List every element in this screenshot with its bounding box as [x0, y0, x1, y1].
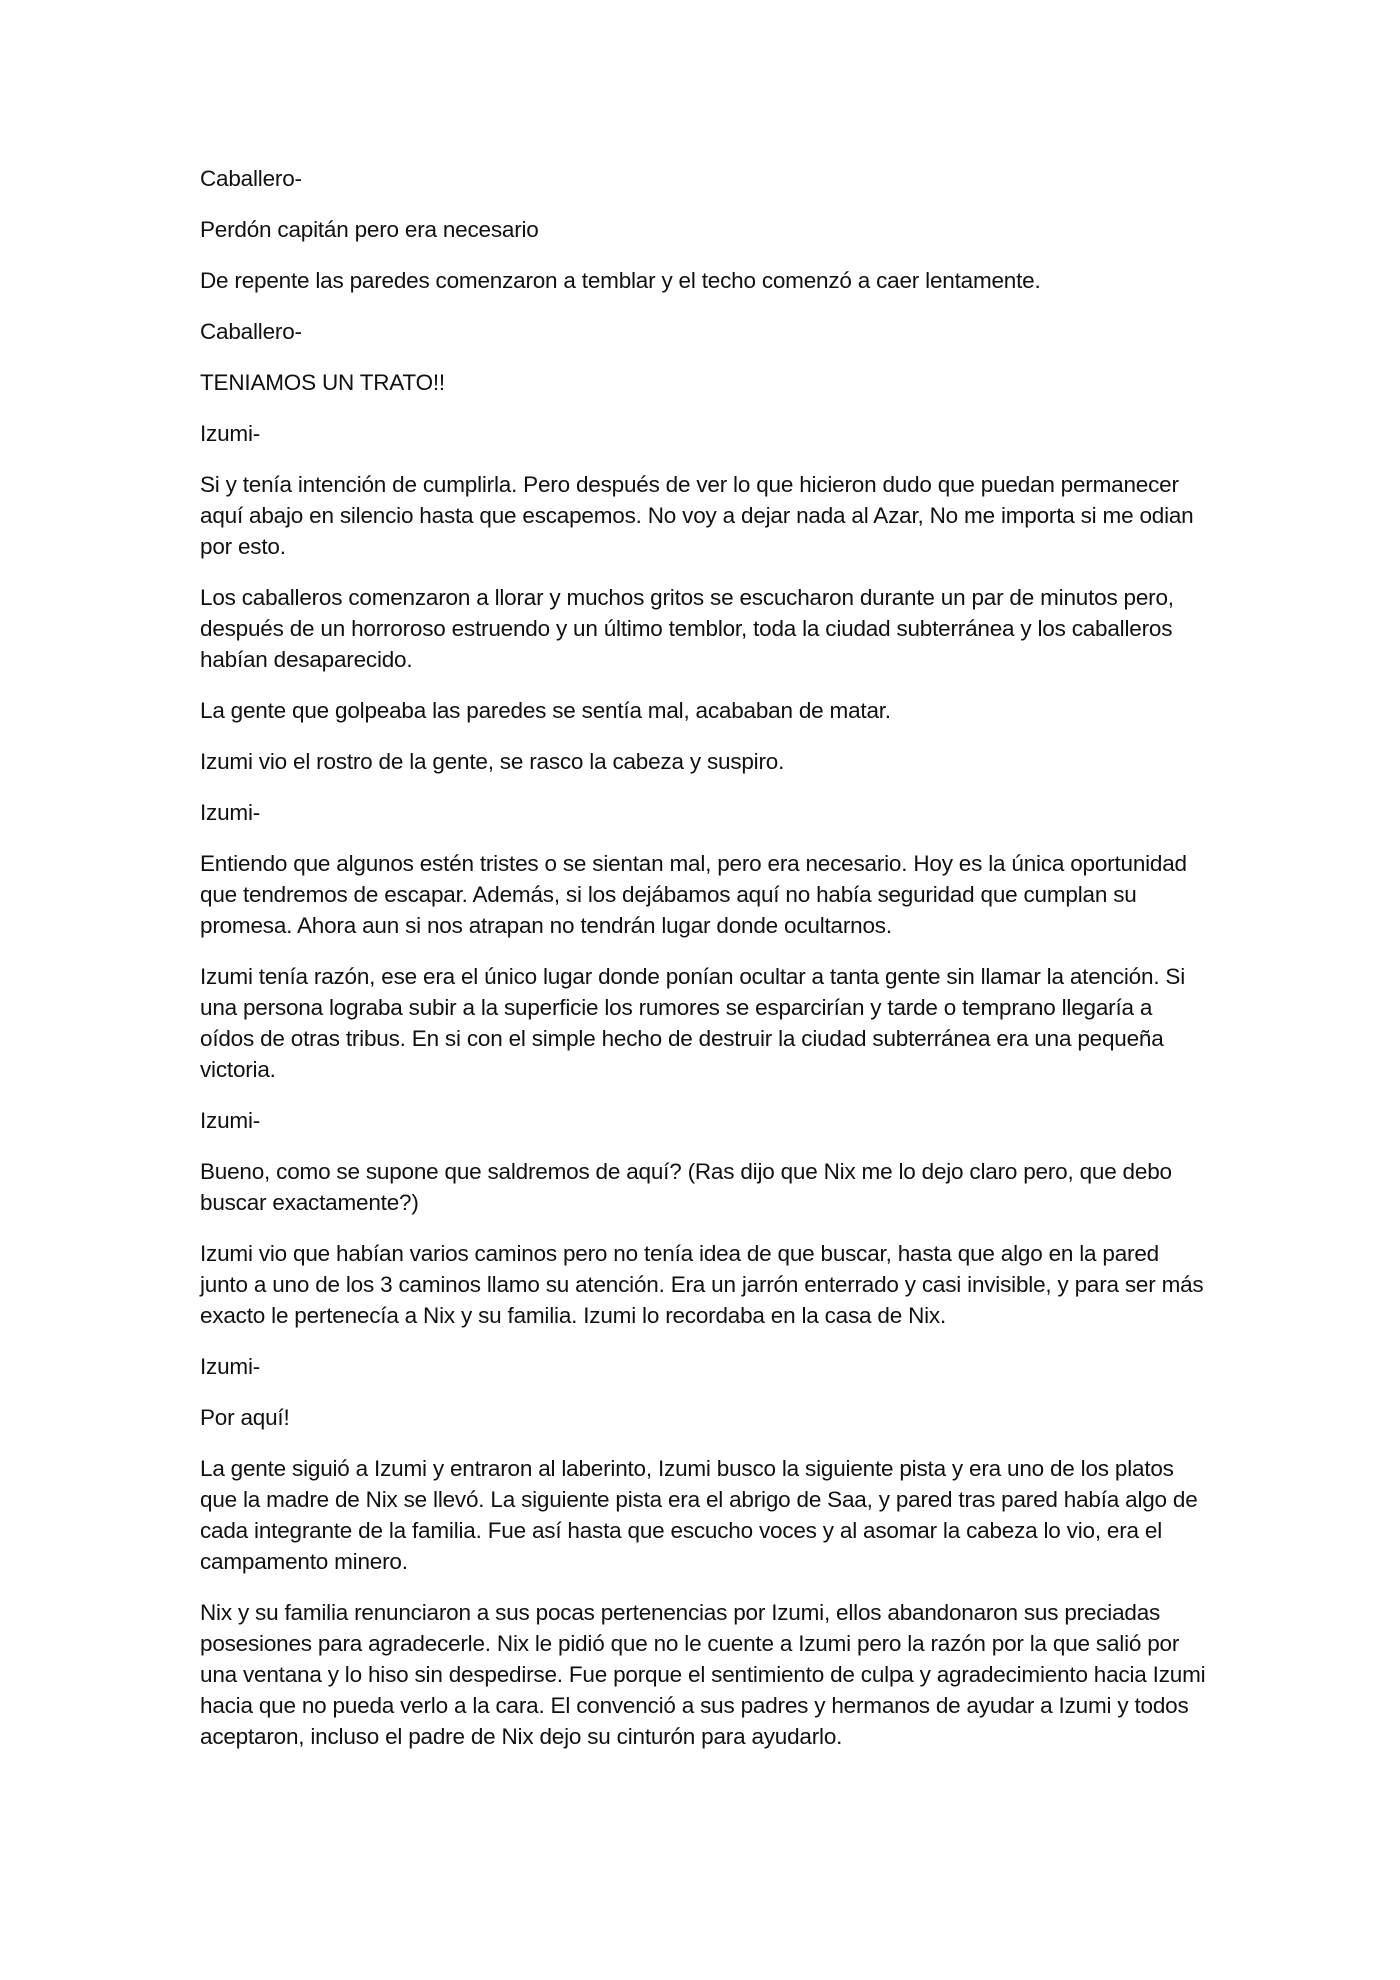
paragraph: Izumi-: [200, 1108, 261, 1133]
paragraph: Caballero-: [200, 319, 302, 344]
paragraph: Los caballeros comenzaron a llorar y muchos gritos se escucharon durante un par de minutos pero, después de un horroroso estruendo y un último temblor, toda la ciudad subterránea y los caballeros habían desaparecido.: [200, 585, 1174, 672]
paragraph: Bueno, como se supone que saldremos de aquí? (Ras dijo que Nix me lo dejo claro pero, que debo buscar exactamente?): [200, 1159, 1172, 1215]
paragraph: Izumi tenía razón, ese era el único lugar donde ponían ocultar a tanta gente sin llamar la atención. Si una persona lograba subir a la superficie los rumores se esparcirían y tarde o temprano llegaría a oídos de otras tribus. En si con el simple hecho de destruir la ciudad subterránea era una pequeña victoria.: [200, 964, 1186, 1082]
document-body: [200, 163, 1210, 1772]
paragraph: Caballero-: [200, 166, 302, 191]
paragraph: La gente siguió a Izumi y entraron al laberinto, Izumi busco la siguiente pista y era uno de los platos que la madre de Nix se llevó. La siguiente pista era el abrigo de Saa, y pared tras pared había algo de cada integrante de la familia. Fue así hasta que escucho voces y al asomar la cabeza lo vio, era el campamento minero.: [200, 1456, 1198, 1574]
paragraph: Nix y su familia renunciaron a sus pocas pertenencias por Izumi, ellos abandonaron sus preciadas posesiones para agradecerle. Nix le pidió que no le cuente a Izumi pero la razón por la que salió por una ventana y lo hiso sin despedirse. Fue porque el sentimiento de culpa y agradecimiento hacia Izumi hacia que no pueda verlo a la cara. El convenció a sus padres y hermanos de ayudar a Izumi y todos aceptaron, incluso el padre de Nix dejo su cinturón para ayudarlo.: [200, 1600, 1206, 1749]
paragraph: Izumi vio que habían varios caminos pero no tenía idea de que buscar, hasta que algo en la pared junto a uno de los 3 caminos llamo su atención. Era un jarrón enterrado y casi invisible, y para ser más exacto le pertenecía a Nix y su familia. Izumi lo recordaba en la casa de Nix.: [200, 1241, 1204, 1328]
paragraph: Izumi-: [200, 1354, 261, 1379]
paragraph: La gente que golpeaba las paredes se sentía mal, acababan de matar.: [200, 698, 891, 723]
paragraph: Por aquí!: [200, 1405, 290, 1430]
paragraph: Entiendo que algunos estén tristes o se sientan mal, pero era necesario. Hoy es la única oportunidad que tendremos de escapar. Además, si los dejábamos aquí no había seguridad que cumplan su promesa. Ahora aun si nos atrapan no tendrán lugar donde ocultarnos.: [200, 851, 1187, 938]
paragraph: Si y tenía intención de cumplirla. Pero después de ver lo que hicieron dudo que puedan permanecer aquí abajo en silencio hasta que escapemos. No voy a dejar nada al Azar, No me importa si me odian por esto.: [200, 472, 1194, 559]
paragraph: Izumi-: [200, 421, 261, 446]
paragraph: Izumi vio el rostro de la gente, se rasco la cabeza y suspiro.: [200, 749, 785, 774]
paragraph: TENIAMOS UN TRATO!!: [200, 370, 445, 395]
paragraph: Izumi-: [200, 800, 261, 825]
paragraph: Perdón capitán pero era necesario: [200, 217, 539, 242]
paragraph: De repente las paredes comenzaron a temblar y el techo comenzó a caer lentamente.: [200, 268, 1041, 293]
